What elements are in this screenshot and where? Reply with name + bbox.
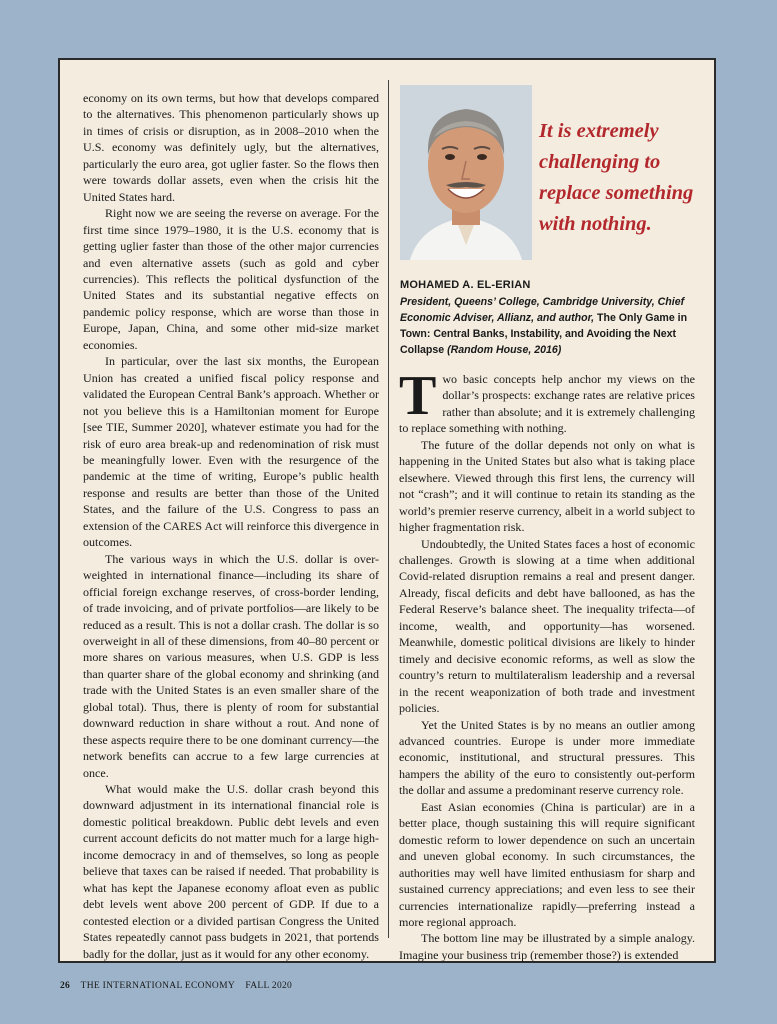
- left-column: [83, 90, 379, 962]
- author-photo: [400, 85, 532, 260]
- page-number: 26: [60, 981, 71, 991]
- book-publisher: (Random House, 2016): [447, 344, 562, 356]
- publication-name: THE INTERNATIONAL ECONOMY: [80, 981, 235, 991]
- author-name: MOHAMED A. EL-ERIAN: [400, 279, 531, 291]
- paragraph: In particular, over the last six months, the European Union has created a unified fiscal policy response and validated the European Central Bank’s approach. Whether or not you believe this is a Hamiltonian moment for Europe [see TIE, Summer 2020], whatever estimate you had for the risk of euro area break-up and redenomination of risk must be meaningfully lower. Even with the resurgence of the pandemic at the time of writing, Europe’s public health response and results are better than those of the United States, and the failure of the U.S. Congress to pass an extension of the CARES Act will reinforce this divergence in outcomes.: [83, 354, 379, 550]
- paragraph: economy on its own terms, but how that develops compared to the alternatives. This phenomenon particularly shows up in times of crisis or disruption, as in 2008–2010 when the U.S. economy was definitely ugly, but the alternatives, particularly the euro area, got uglier faster. So the flows then were towards dollar assets, even when the crisis hit the United States hard.: [83, 91, 379, 204]
- author-title: President, Queens’ College, Cambridge University, Chief Economic Adviser, Allianz, and author,: [400, 296, 685, 324]
- paragraph: East Asian economies (China is particular) are in a better place, though sustaining this will require significant domestic reform to lower dependence on such an uncertain and uneven global economy. In such circumstances, the authorities may well have limited enthusiasm for sharp and sustained currency appreciations; and even less to see their currencies internationalize rapidly—preferring instead a more regional approach.: [399, 799, 695, 929]
- paragraph: Yet the United States is by no means an outlier among advanced countries. Europe is under more immediate economic, institutional, and structural pressures. This hampers the ability of the euro to consistently out-perform the dollar and assume a predominant reserve currency role.: [399, 717, 695, 798]
- lead-paragraph: [399, 365, 695, 437]
- portrait-illustration: [400, 85, 532, 260]
- page-footer: [60, 981, 292, 991]
- issue-label: FALL 2020: [245, 981, 293, 991]
- paragraph: Undoubtedly, the United States faces a host of economic challenges. Growth is slowing at a time when additional Covid-related disruption remains a real and present danger. Already, fiscal deficits and debt have ballooned, as has the Federal Reserve’s balance sheet. The inequality trifecta—of income, wealth, and opportunity—has worsened. Meanwhile, domestic political divisions are likely to hinder timely and decisive economic reforms, as well as slow the country’s return to multilateralism leadership and a reversal in the recent weaponization of both trade and investment policies.: [399, 536, 695, 716]
- paragraph: The bottom line may be illustrated by a simple analogy. Imagine your business trip (remember those?) is extended: [399, 931, 695, 962]
- paragraph: What would make the U.S. dollar crash beyond this downward adjustment in its international financial role is domestic political breakdown. Public debt levels and even current account deficits do not matter much for a large high-income democracy in and of themselves, so long as people believe that taxes can be raised if needed. That probability is what has kept the Japanese economy afloat even as public debt levels went above 200 percent of GDP. If due to a contested election or a divided partisan Congress the United States repeatedly cannot pass budgets in 2021, that portends badly for the dollar, just as it would for any other economy.: [83, 782, 379, 961]
- column-divider: [388, 80, 389, 938]
- drop-cap: T: [399, 365, 437, 427]
- lead-text: wo basic concepts help anchor my views on the dollar’s prospects: exchange rates are relative prices rather than absolute; and it is extremely challenging to replace something with nothing.: [399, 372, 695, 436]
- paragraph: The future of the dollar depends not only on what is happening in the United States but also what is taking place elsewhere. Viewed through this first lens, the currency will not “crash”; and it will continue to retain its standing as the world’s premier reserve currency, albeit in a world subject to higher fragmentation risk.: [399, 437, 695, 535]
- author-credentials: [400, 294, 700, 358]
- book-title: The Only Game in Town: Central Banks, Instability, and Avoiding the Next Collapse: [400, 312, 688, 356]
- paragraph: The various ways in which the U.S. dollar is over-weighted in international finance—including its share of official foreign exchange reserves, of cross-border lending, of trade invoicing, and of private portfolios—are likely to be reduced as a result. This is not a dollar crash. The dollar is so overweight in all of these dimensions, from 40–80 percent or more shares on various measures, when U.S. GDP is less than quarter share of the global economy and shrinking (and trade with the United States is an even smaller share of the global total). Thus, there is plenty of room for substantial downward reduction in share without a rout. And none of these aspects require there to be one dominant currency—the network benefits can accrue to a few large currencies at once.: [83, 551, 379, 780]
- pull-quote: It is extremely challenging to replace something with nothing.: [539, 120, 694, 235]
- right-column: [399, 365, 695, 963]
- author-bio: [400, 277, 700, 358]
- paragraph: Right now we are seeing the reverse on average. For the first time since 1979–1980, it is the U.S. economy that is getting uglier faster than those of the other major currencies and even alternative assets (such as gold and cyber currencies). This reflects the political dysfunction of the United States and its substantial negative effects on pandemic policy response, which are worse than those in Europe, Japan, China, and some other mid-size market economies.: [83, 206, 379, 352]
